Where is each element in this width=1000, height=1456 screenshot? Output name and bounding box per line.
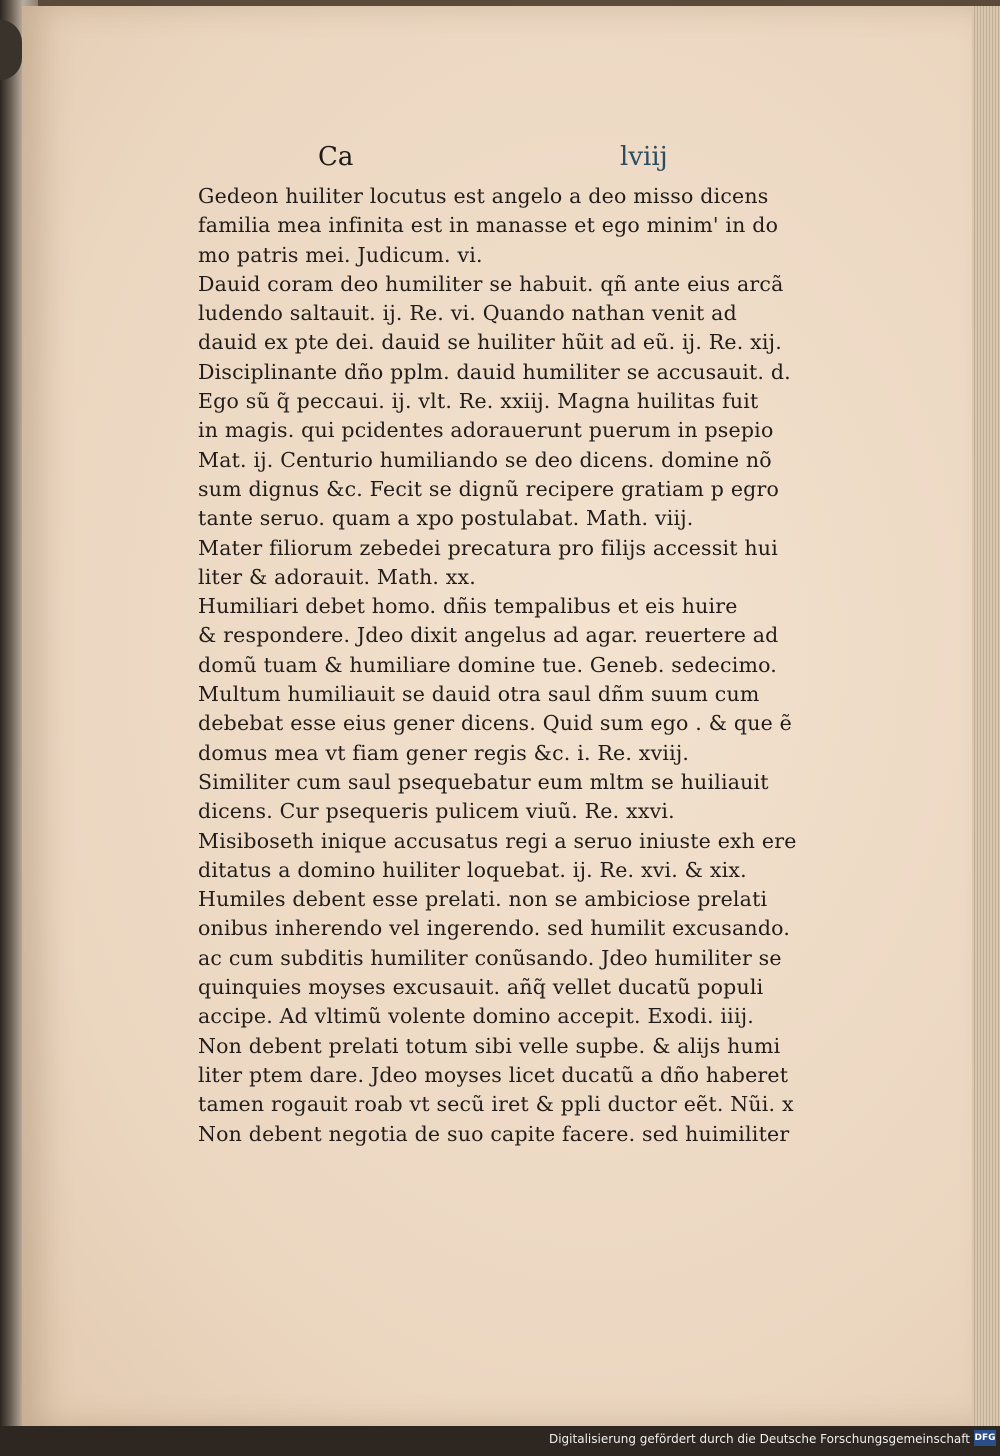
text-line: Ego sũ q̃ peccaui. ij. vlt. Re. xxiij. Magna huilitas fuit: [198, 389, 759, 414]
text-line: Similiter cum saul psequebatur eum mltm se huiliauit: [198, 769, 769, 794]
text-line: liter & adorauit. Math. xx.: [198, 564, 477, 589]
text-line: debebat esse eius gener dicens. Quid sum ego . & que ẽ: [198, 711, 793, 736]
text-line: in magis. qui pcidentes adorauerunt puerum in psepio: [198, 418, 774, 443]
text-line: domũ tuam & humiliare domine tue. Geneb. sedecimo.: [198, 652, 777, 677]
text-line: quinquies moyses excusauit. añq̃ vellet ducatũ populi: [198, 975, 764, 1000]
digitization-credit: Digitalisierung gefördert durch die Deutsche Forschungsgemeinschaft: [548, 1432, 970, 1446]
text-line: liter ptem dare. Jdeo moyses licet ducatũ a dño haberet: [198, 1062, 789, 1087]
text-line: Disciplinante dño pplm. dauid humiliter se accusauit. d.: [198, 359, 791, 384]
text-line: ludendo saltauit. ij. Re. vi. Quando nathan venit ad: [198, 301, 737, 326]
header-folio: lviij: [620, 142, 668, 172]
text-line: Non debent prelati totum sibi velle supbe. & alijs humi: [198, 1033, 781, 1058]
text-line: onibus inherendo vel ingerendo. sed humilit excusando.: [198, 916, 791, 941]
dfg-logo: DFG: [974, 1430, 996, 1446]
text-line: Misiboseth inique accusatus regi a seruo iniuste exh ere: [198, 828, 797, 853]
text-line: familia mea infinita est in manasse et ego minim' in do: [198, 213, 779, 238]
text-line: tamen rogauit roab vt secũ iret & ppli ductor eẽt. Nũi. x: [198, 1092, 794, 1117]
text-line: Multum humiliauit se dauid otra saul dñm suum cum: [198, 682, 760, 707]
text-line: domus mea vt fiam gener regis &c. i. Re. xviij.: [198, 740, 690, 765]
text-line: Gedeon huiliter locutus est angelo a deo misso dicens: [198, 184, 769, 208]
running-header: [310, 142, 690, 182]
page-edges: [972, 6, 1000, 1426]
text-line: tante seruo. quam a xpo postulabat. Math. viij.: [198, 506, 694, 531]
text-line: Humiles debent esse prelati. non se ambiciose prelati: [198, 887, 768, 912]
text-line: Dauid coram deo humiliter se habuit. qñ ante eius arcã: [198, 271, 784, 296]
text-line: Mater filiorum zebedei precatura pro filijs accessit hui: [198, 535, 778, 560]
text-line: Humiliari debet homo. dñis tempalibus et eis huire: [198, 594, 738, 619]
text-line: & respondere. Jdeo dixit angelus ad agar. reuertere ad: [198, 623, 779, 648]
text-line: ac cum subditis humiliter conũsando. Jdeo humiliter se: [198, 945, 782, 970]
text-line: Mat. ij. Centurio humiliando se deo dicens. domine nõ: [198, 447, 772, 472]
text-line: Non debent negotia de suo capite facere. sed huimiliter: [198, 1121, 790, 1146]
header-chapter: Ca: [318, 142, 354, 172]
text-line: sum dignus &c. Fecit se dignũ recipere gratiam p egro: [198, 476, 780, 501]
body-text: [198, 182, 797, 1149]
text-line: accipe. Ad vltimũ volente domino accepit. Exodi. iiij.: [198, 1004, 754, 1029]
text-line: dicens. Cur psequeris pulicem viuũ. Re. xxvi.: [198, 799, 675, 824]
text-line: ditatus a domino huiliter loquebat. ij. Re. xvi. & xix.: [198, 857, 747, 882]
text-line: dauid ex pte dei. dauid se huiliter hũit ad eũ. ij. Re. xij.: [198, 330, 782, 355]
text-line: mo patris mei. Judicum. vi.: [198, 242, 483, 267]
